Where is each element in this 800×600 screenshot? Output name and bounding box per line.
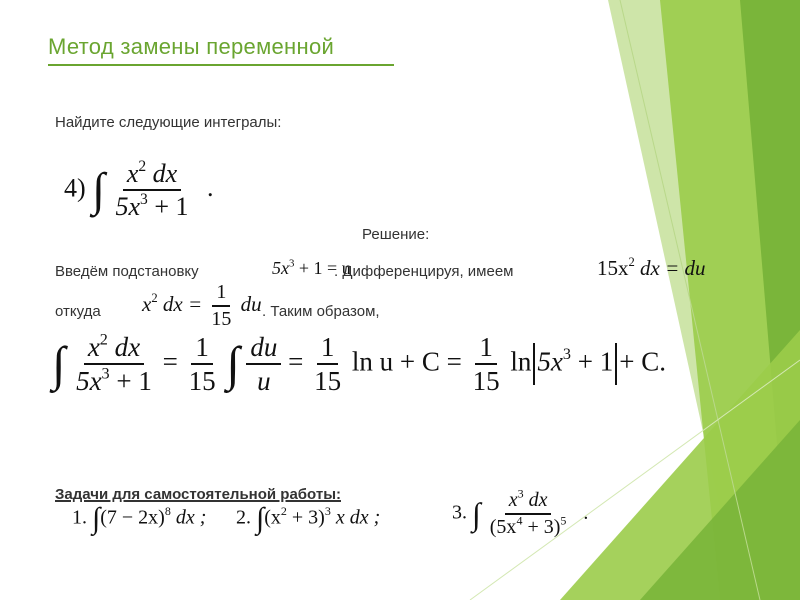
main-equation-tail: + C. (619, 346, 666, 377)
problem-den-tail: + 1 (154, 192, 189, 222)
abs-expr-exp: 3 (562, 345, 571, 364)
task2-exp: 3 (324, 504, 331, 519)
problem-den-coef: 5x (115, 192, 141, 222)
main-frac1-num-exp: 2 (99, 330, 108, 349)
diff-expr-exp: 2 (628, 255, 635, 270)
whence-frac-num: 1 (212, 282, 230, 307)
main-frac1-den-exp: 3 (101, 365, 110, 384)
task3-num-dx: dx (528, 489, 548, 511)
task-2 (236, 504, 380, 534)
coef1-num: 1 (191, 333, 213, 365)
tasks-heading: Задачи для самостоятельной работы: (55, 486, 341, 503)
whence-rhs: du (240, 291, 262, 316)
task1-label: 1. (72, 506, 87, 529)
task3-den: (5x (489, 516, 517, 538)
ln-label: ln (510, 346, 532, 377)
main-frac2-num: du (250, 332, 278, 362)
main-coef1 (185, 333, 220, 396)
coef1-den: 15 (188, 366, 216, 397)
abs-expr-var: 5x (537, 346, 563, 377)
whence-fraction (207, 282, 235, 330)
abs-bar-right (615, 343, 617, 385)
problem-den-exp: 3 (140, 191, 148, 209)
main-frac1-num-dx: dx (114, 332, 141, 362)
thus-text: . Таким образом, (262, 303, 380, 320)
task1-dx: dx ; (175, 506, 207, 529)
abs-bar-left (533, 343, 535, 385)
task-1 (72, 504, 206, 534)
integral-sign: ∫ (52, 337, 66, 392)
coef3-num: 1 (475, 333, 497, 365)
integral-sign: ∫ (226, 337, 240, 392)
problem-num-exp: 2 (138, 158, 147, 176)
whence-lhs-var: x (142, 291, 152, 316)
problem-num-dx: dx (152, 159, 178, 188)
task2-body: (x (264, 506, 281, 529)
equals-sign-1: = (162, 346, 178, 377)
task3-num-exp: 3 (517, 486, 524, 501)
task2-body2: + 3) (291, 506, 325, 529)
task2-dx: x dx ; (335, 506, 381, 529)
differential-expr (597, 256, 706, 281)
integral-sign: ∫ (92, 502, 101, 535)
task3-den-outer-exp: 5 (560, 513, 567, 528)
substitution-text: Введём подстановку (55, 263, 199, 280)
solution-heading: Решение: (362, 226, 430, 243)
sub-expr-exp: 3 (289, 257, 295, 270)
main-frac1-den-tail: + 1 (116, 366, 152, 397)
whence-lhs-exp: 2 (151, 291, 158, 305)
task3-label: 3. (452, 501, 467, 524)
integral-sign: ∫ (92, 163, 105, 216)
diff-expr-tail: dx = du (640, 256, 706, 280)
slide-title: Метод замены переменной (48, 34, 335, 59)
problem-num-var: x (126, 159, 139, 188)
whence-expr (142, 282, 262, 330)
main-frac1-den-var: 5x (76, 366, 102, 397)
main-frac2-den: u (257, 366, 271, 397)
problem-fraction (112, 160, 193, 221)
main-frac1 (72, 330, 156, 397)
main-coef3 (469, 333, 504, 396)
main-frac1-num-var: x (87, 332, 100, 362)
diff-expr-var: 15x (597, 256, 629, 280)
abs-expr-tail: + 1 (577, 346, 614, 377)
main-coef2 (310, 333, 345, 396)
coef3-den: 15 (472, 366, 500, 397)
problem-number: 4) (64, 173, 86, 203)
task3-den-exp: 4 (516, 513, 523, 528)
main-frac2 (246, 333, 281, 396)
main-equation (52, 330, 666, 397)
task2-inner-exp: 2 (280, 504, 287, 519)
task3-fraction (486, 486, 571, 538)
title-underline (48, 64, 394, 66)
integral-sign: ∫ (256, 502, 265, 535)
equals-sign-3: = (446, 346, 462, 377)
task-3 (452, 486, 589, 538)
task1-exp: 8 (164, 504, 171, 519)
task2-label: 2. (236, 506, 251, 529)
whence-lhs-tail: dx = (162, 291, 203, 316)
sub-expr-tail: + 1 = u (298, 258, 351, 278)
whence-frac-den: 15 (211, 308, 232, 330)
integral-sign: ∫ (472, 496, 481, 532)
differentiating-text: . Дифференцируя, имеем (334, 263, 514, 280)
task3-num-var: x (508, 489, 518, 511)
task1-body: (7 − 2x) (100, 506, 165, 529)
equals-sign-2: = (288, 346, 304, 377)
task3-den-tail: + 3) (527, 516, 561, 538)
coef2-num: 1 (317, 333, 339, 365)
coef2-den: 15 (314, 366, 342, 397)
task3-end: . (583, 501, 589, 524)
sub-expr-var: 5x (272, 258, 289, 278)
problem-end-mark: . (207, 173, 214, 203)
instruction-text: Найдите следующие интегралы: (55, 114, 282, 131)
problem-integral (64, 160, 214, 221)
ln-u-plus-c: ln u + C (351, 346, 440, 377)
whence-text: откуда (55, 303, 101, 320)
